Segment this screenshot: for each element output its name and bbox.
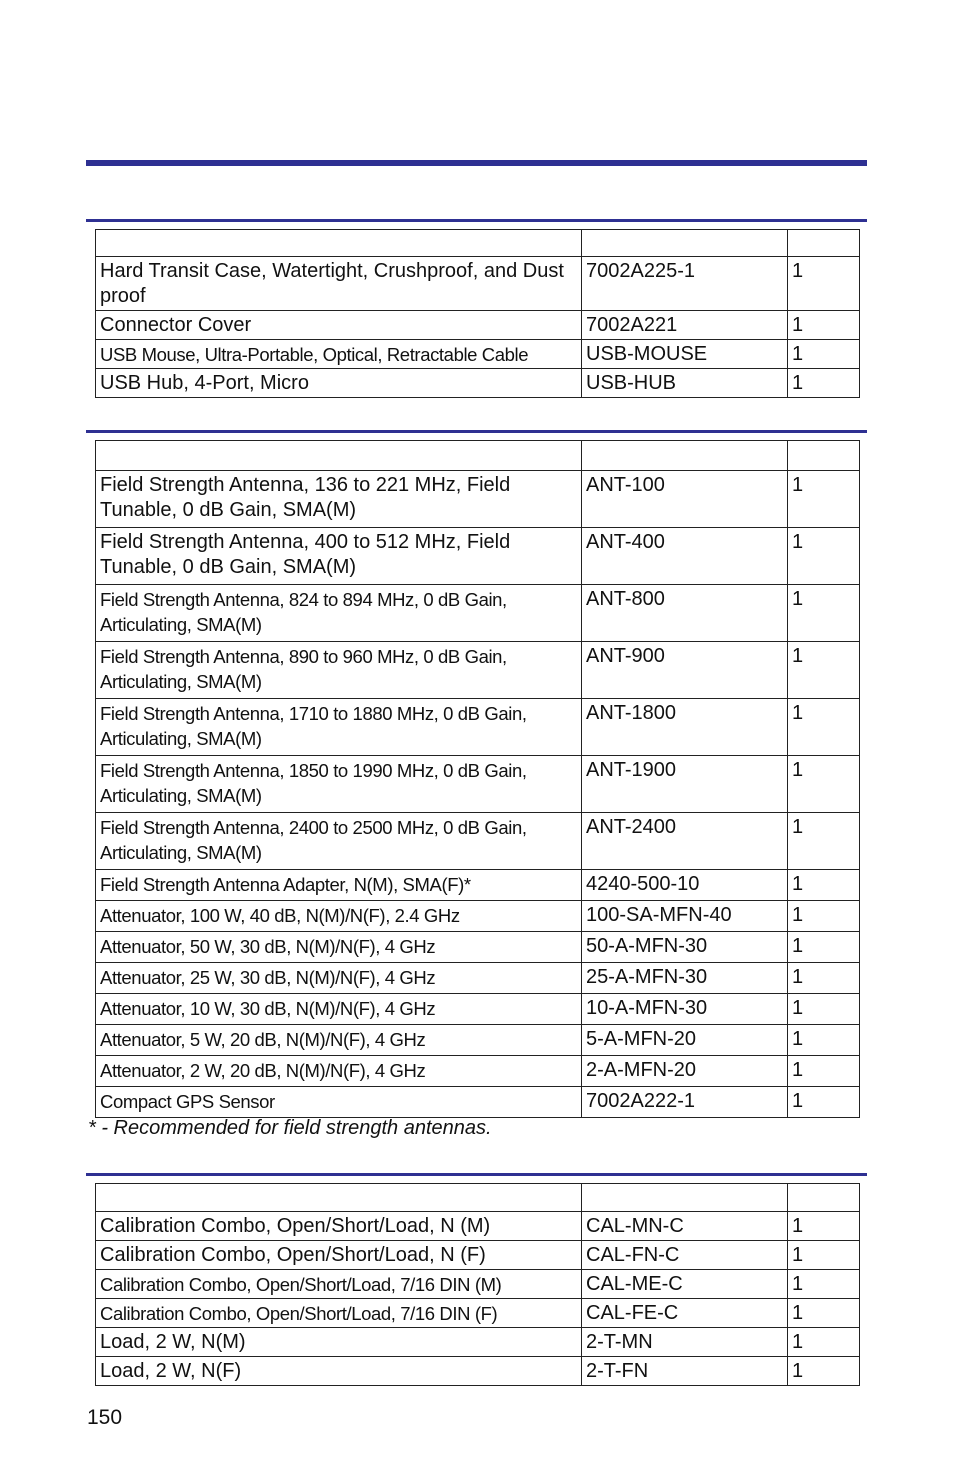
table-row: [96, 963, 860, 994]
part-number-cell: 7002A225-1: [582, 257, 788, 311]
quantity-cell: 1: [788, 901, 860, 932]
part-number-cell: 2-T-MN: [582, 1328, 788, 1357]
part-number-cell: 2-A-MFN-20: [582, 1056, 788, 1087]
quantity-cell: 1: [788, 1212, 860, 1241]
quantity-cell: 1: [788, 994, 860, 1025]
table-row: [96, 311, 860, 340]
quantity-cell: 1: [788, 585, 860, 642]
quantity-cell: 1: [788, 963, 860, 994]
table-row: [96, 585, 860, 642]
quantity-cell: 1: [788, 528, 860, 585]
quantity-cell: 1: [788, 813, 860, 870]
description-cell: Field Strength Antenna, 1850 to 1990 MHz, 0 dB Gain, Articulating, SMA(M): [96, 756, 582, 813]
description-cell: Field Strength Antenna Adapter, N(M), SMA(F)*: [96, 870, 582, 901]
description-cell: USB Mouse, Ultra-Portable, Optical, Retractable Cable: [96, 340, 582, 369]
table-row: [96, 994, 860, 1025]
quantity-cell: 1: [788, 1328, 860, 1357]
part-number-cell: 10-A-MFN-30: [582, 994, 788, 1025]
description-cell: Load, 2 W, N(M): [96, 1328, 582, 1357]
description-cell: Field Strength Antenna, 400 to 512 MHz, Field Tunable, 0 dB Gain, SMA(M): [96, 528, 582, 585]
quantity-cell: 1: [788, 1025, 860, 1056]
table-row: [96, 1025, 860, 1056]
table-row: [96, 528, 860, 585]
part-number-cell: USB-MOUSE: [582, 340, 788, 369]
part-number-cell: 50-A-MFN-30: [582, 932, 788, 963]
description-cell: Load, 2 W, N(F): [96, 1357, 582, 1386]
table-row: [96, 1299, 860, 1328]
description-cell: Attenuator, 5 W, 20 dB, N(M)/N(F), 4 GHz: [96, 1025, 582, 1056]
table-row: [96, 1357, 860, 1386]
part-number-cell: 25-A-MFN-30: [582, 963, 788, 994]
description-cell: Attenuator, 50 W, 30 dB, N(M)/N(F), 4 GHz: [96, 932, 582, 963]
quantity-cell: 1: [788, 1270, 860, 1299]
part-number-cell: 5-A-MFN-20: [582, 1025, 788, 1056]
table-row: [96, 471, 860, 528]
description-cell: Hard Transit Case, Watertight, Crushproof, and Dust proof: [96, 257, 582, 311]
table-row: [96, 699, 860, 756]
page-number: 150: [87, 1406, 123, 1429]
description-cell: Compact GPS Sensor: [96, 1087, 582, 1118]
calibration-table: [95, 1183, 860, 1386]
description-cell: Attenuator, 100 W, 40 dB, N(M)/N(F), 2.4 GHz: [96, 901, 582, 932]
table-row: [96, 932, 860, 963]
description-cell: Field Strength Antenna, 136 to 221 MHz, Field Tunable, 0 dB Gain, SMA(M): [96, 471, 582, 528]
table-row: [96, 1056, 860, 1087]
description-cell: Calibration Combo, Open/Short/Load, 7/16 DIN (M): [96, 1270, 582, 1299]
top-rule: [86, 160, 867, 166]
table-row: [96, 1270, 860, 1299]
table-header-row: [96, 1184, 860, 1212]
description-cell: USB Hub, 4-Port, Micro: [96, 369, 582, 398]
part-number-cell: CAL-MN-C: [582, 1212, 788, 1241]
table-row: [96, 642, 860, 699]
antennas-table: [95, 440, 860, 1118]
quantity-cell: 1: [788, 870, 860, 901]
description-cell: Calibration Combo, Open/Short/Load, N (F): [96, 1241, 582, 1270]
part-number-cell: ANT-1800: [582, 699, 788, 756]
section-rule-3: [86, 1173, 867, 1176]
quantity-cell: 1: [788, 699, 860, 756]
quantity-cell: 1: [788, 1241, 860, 1270]
quantity-cell: 1: [788, 471, 860, 528]
section-rule-1: [86, 219, 867, 222]
quantity-cell: 1: [788, 257, 860, 311]
description-cell: Attenuator, 25 W, 30 dB, N(M)/N(F), 4 GHz: [96, 963, 582, 994]
description-cell: Field Strength Antenna, 890 to 960 MHz, 0 dB Gain, Articulating, SMA(M): [96, 642, 582, 699]
part-number-cell: 100-SA-MFN-40: [582, 901, 788, 932]
quantity-cell: 1: [788, 756, 860, 813]
part-number-cell: ANT-800: [582, 585, 788, 642]
table-header-row: [96, 441, 860, 471]
section-rule-2: [86, 430, 867, 433]
description-cell: Calibration Combo, Open/Short/Load, 7/16 DIN (F): [96, 1299, 582, 1328]
part-number-cell: 7002A222-1: [582, 1087, 788, 1118]
table-row: [96, 1328, 860, 1357]
quantity-cell: 1: [788, 642, 860, 699]
table-row: [96, 369, 860, 398]
table-row: [96, 813, 860, 870]
description-cell: Connector Cover: [96, 311, 582, 340]
footnote: * - Recommended for field strength antennas.: [88, 1117, 492, 1139]
part-number-cell: ANT-400: [582, 528, 788, 585]
part-number-cell: 7002A221: [582, 311, 788, 340]
quantity-cell: 1: [788, 340, 860, 369]
part-number-cell: 2-T-FN: [582, 1357, 788, 1386]
table-row: [96, 756, 860, 813]
quantity-cell: 1: [788, 1056, 860, 1087]
accessories-table: [95, 229, 860, 398]
description-cell: Field Strength Antenna, 2400 to 2500 MHz, 0 dB Gain, Articulating, SMA(M): [96, 813, 582, 870]
description-cell: Attenuator, 10 W, 30 dB, N(M)/N(F), 4 GHz: [96, 994, 582, 1025]
table-row: [96, 257, 860, 311]
table-header-row: [96, 230, 860, 257]
description-cell: Attenuator, 2 W, 20 dB, N(M)/N(F), 4 GHz: [96, 1056, 582, 1087]
table-row: [96, 1241, 860, 1270]
description-cell: Field Strength Antenna, 824 to 894 MHz, 0 dB Gain, Articulating, SMA(M): [96, 585, 582, 642]
part-number-cell: ANT-2400: [582, 813, 788, 870]
quantity-cell: 1: [788, 1299, 860, 1328]
table-row: [96, 340, 860, 369]
quantity-cell: 1: [788, 932, 860, 963]
table-row: [96, 1212, 860, 1241]
part-number-cell: ANT-900: [582, 642, 788, 699]
part-number-cell: ANT-100: [582, 471, 788, 528]
part-number-cell: CAL-FN-C: [582, 1241, 788, 1270]
part-number-cell: 4240-500-10: [582, 870, 788, 901]
description-cell: Calibration Combo, Open/Short/Load, N (M): [96, 1212, 582, 1241]
part-number-cell: USB-HUB: [582, 369, 788, 398]
part-number-cell: CAL-ME-C: [582, 1270, 788, 1299]
quantity-cell: 1: [788, 1087, 860, 1118]
table-row: [96, 901, 860, 932]
quantity-cell: 1: [788, 311, 860, 340]
table-row: [96, 870, 860, 901]
table-row: [96, 1087, 860, 1118]
part-number-cell: CAL-FE-C: [582, 1299, 788, 1328]
quantity-cell: 1: [788, 369, 860, 398]
part-number-cell: ANT-1900: [582, 756, 788, 813]
description-cell: Field Strength Antenna, 1710 to 1880 MHz, 0 dB Gain, Articulating, SMA(M): [96, 699, 582, 756]
quantity-cell: 1: [788, 1357, 860, 1386]
